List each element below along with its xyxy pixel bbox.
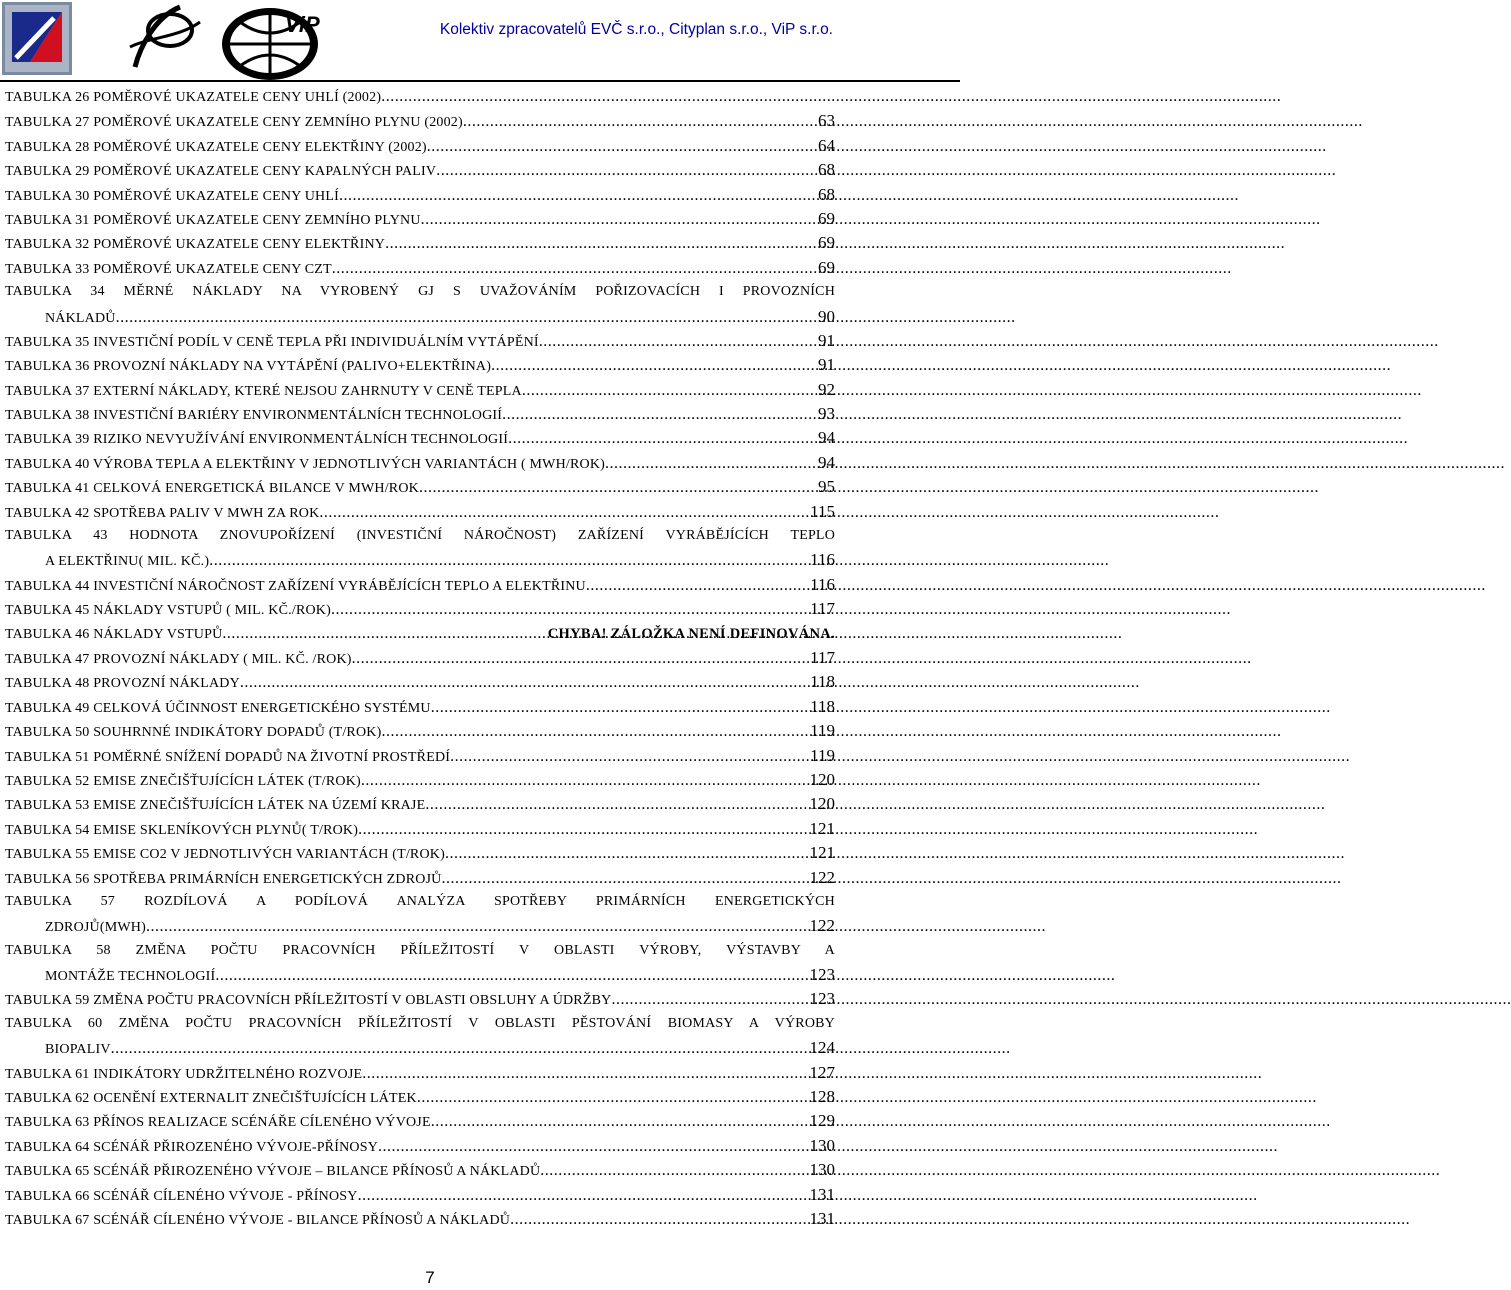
toc-entry[interactable] — [5, 719, 835, 743]
dot-leader — [427, 135, 817, 159]
toc-entry-page: 117 — [810, 647, 835, 667]
dot-leader — [358, 1184, 809, 1208]
evc-logo-icon — [2, 2, 72, 75]
toc-entry-label-continued: BIOPALIV — [45, 1042, 111, 1058]
toc-entry-page: 91 — [818, 330, 835, 350]
dot-leader — [385, 232, 817, 256]
toc-entry-page: 121 — [809, 818, 835, 838]
toc-entry-label: TABULKA 38 INVESTIČNÍ BARIÉRY ENVIRONMENTÁLNÍCH TECHNOLOGIÍ — [5, 408, 503, 424]
toc-entry-page: 91 — [818, 355, 835, 375]
dot-leader — [240, 671, 809, 695]
toc-entry-page: 116 — [810, 550, 835, 570]
toc-entry-label: TABULKA 41 CELKOVÁ ENERGETICKÁ BILANCE V MWH/ROK — [5, 481, 419, 497]
toc-entry[interactable] — [5, 744, 835, 768]
toc-entry[interactable] — [5, 451, 835, 475]
toc-entry-page: 90 — [818, 306, 835, 326]
toc-entry-page: 119 — [810, 745, 835, 765]
toc-entry-page: 115 — [810, 501, 835, 521]
dot-leader — [361, 769, 809, 793]
toc-entry-label: TABULKA 64 SCÉNÁŘ PŘIROZENÉHO VÝVOJE-PŘÍNOSY — [5, 1139, 378, 1155]
toc-entry-label: TABULKA 46 NÁKLADY VSTUPŮ — [5, 626, 223, 642]
toc-entry[interactable] — [5, 890, 835, 914]
toc-entry-label: TABULKA 30 POMĚROVÉ UKAZATELE CENY UHLÍ — [5, 188, 339, 204]
toc-entry-page: 68 — [818, 160, 835, 180]
toc-entry-page: 130 — [809, 1160, 835, 1180]
toc-entry[interactable] — [5, 402, 835, 426]
dot-leader — [362, 1062, 808, 1086]
toc-entry[interactable] — [5, 158, 835, 182]
toc-entry[interactable] — [5, 329, 835, 353]
dot-leader — [502, 403, 817, 427]
dot-leader — [445, 842, 809, 866]
toc-entry-continuation[interactable] — [5, 548, 835, 572]
toc-entry[interactable] — [5, 1183, 835, 1207]
toc-entry[interactable] — [5, 280, 835, 304]
toc-entry-page: 117 — [810, 599, 835, 619]
dot-leader — [381, 85, 834, 109]
toc-entry-page: 129 — [809, 1111, 835, 1131]
dot-leader — [522, 379, 817, 403]
toc-entry-label: TABULKA 52 EMISE ZNEČIŠŤUJÍCÍCH LÁTEK (T/ROK) — [5, 773, 361, 789]
toc-entry-continuation[interactable] — [5, 914, 835, 938]
toc-entry-label: TABULKA 27 POMĚROVÉ UKAZATELE CENY ZEMNÍHO PLYNU (2002) — [5, 115, 463, 131]
toc-entry-page: 119 — [810, 721, 835, 741]
toc-entry[interactable] — [5, 1134, 835, 1158]
dot-leader — [339, 184, 817, 208]
toc-entry[interactable] — [5, 1207, 835, 1231]
toc-entry[interactable] — [5, 768, 835, 792]
toc-entry-label: TABULKA 28 POMĚROVÉ UKAZATELE CENY ELEKTŘINY (2002) — [5, 139, 427, 155]
toc-entry-label: TABULKA 63 PŘÍNOS REALIZACE SCÉNÁŘE CÍLENÉHO VÝVOJE — [5, 1115, 431, 1131]
header-rule — [0, 80, 960, 82]
toc-entry[interactable] — [5, 1158, 835, 1182]
dot-leader — [417, 1086, 809, 1110]
toc-entry-page: 131 — [809, 1184, 835, 1204]
toc-entry-page: 95 — [818, 477, 835, 497]
toc-entry-label: TABULKA 65 SCÉNÁŘ PŘIROZENÉHO VÝVOJE – BILANCE PŘÍNOSŮ A NÁKLADŮ — [5, 1164, 541, 1180]
toc-entry-page: 123 — [809, 965, 835, 985]
toc-entry-page: 124 — [809, 1038, 835, 1058]
toc-entry-label: TABULKA 48 PROVOZNÍ NÁKLADY — [5, 676, 240, 692]
toc-entry-label-continued: A ELEKTŘINU( MIL. KČ.) — [45, 554, 210, 570]
dot-leader — [540, 1159, 808, 1183]
toc-entry-page: 121 — [809, 843, 835, 863]
dot-leader — [116, 306, 817, 330]
dot-leader — [381, 720, 809, 744]
toc-entry-page: 130 — [809, 1135, 835, 1155]
toc-entry[interactable] — [5, 987, 835, 1011]
toc-entry-continuation[interactable] — [5, 963, 835, 987]
toc-entry-page: 68 — [818, 184, 835, 204]
dot-leader — [222, 622, 545, 646]
toc-entry[interactable] — [5, 622, 835, 646]
toc-entry[interactable] — [5, 646, 835, 670]
dot-leader — [431, 696, 809, 720]
dot-leader — [539, 330, 817, 354]
toc-entry-label: TABULKA 67 SCÉNÁŘ CÍLENÉHO VÝVOJE - BILANCE PŘÍNOSŮ A NÁKLADŮ — [5, 1212, 511, 1228]
dot-leader — [510, 1208, 808, 1232]
toc-entry-label: TABULKA 44 INVESTIČNÍ NÁROČNOST ZAŘÍZENÍ VYRÁBĚJÍCÍCH TEPLO A ELEKTŘINU — [5, 578, 586, 594]
toc-entry-page: 118 — [810, 696, 835, 716]
toc-entry[interactable] — [5, 1085, 835, 1109]
toc-entry-label: TABULKA 61 INDIKÁTORY UDRŽITELNÉHO ROZVOJE — [5, 1066, 363, 1082]
dot-leader — [431, 1110, 809, 1134]
toc-entry-page: 69 — [818, 233, 835, 253]
toc-entry[interactable] — [5, 939, 835, 963]
toc-entry[interactable] — [5, 524, 835, 548]
toc-entry-label: TABULKA 34 MĚRNÉ NÁKLADY NA VYROBENÝ GJ S UVAŽOVÁNÍM POŘIZOVACÍCH I PROVOZNÍCH — [5, 284, 835, 300]
dot-leader — [378, 1135, 809, 1159]
dot-leader — [463, 110, 817, 134]
toc-entry[interactable] — [5, 841, 835, 865]
toc-entry[interactable] — [5, 817, 835, 841]
toc-entry[interactable] — [5, 475, 835, 499]
toc-entry-page: 118 — [810, 672, 835, 692]
svg-text:ViP: ViP — [285, 12, 320, 37]
cityplan-logo-icon — [110, 2, 205, 72]
dot-leader — [508, 427, 817, 451]
toc-entry-label: TABULKA 31 POMĚROVÉ UKAZATELE CENY ZEMNÍHO PLYNU — [5, 212, 421, 228]
toc-entry-page: 69 — [818, 208, 835, 228]
toc-entry-label: TABULKA 26 POMĚROVÉ UKAZATELE CENY UHLÍ (2002) — [5, 90, 382, 105]
dot-leader — [319, 501, 809, 525]
toc-entry[interactable] — [5, 573, 835, 597]
toc-entry-label: TABULKA 55 EMISE CO2 V JEDNOTLIVÝCH VARIANTÁCH (T/ROK) — [5, 847, 445, 863]
toc-entry-label: TABULKA 51 POMĚRNÉ SNÍŽENÍ DOPADŮ NA ŽIVOTNÍ PROSTŘEDÍ — [5, 749, 451, 765]
toc-entry[interactable] — [5, 256, 835, 280]
toc-entry[interactable] — [5, 695, 835, 719]
table-of-tables — [5, 85, 835, 1231]
toc-entry-label: TABULKA 33 POMĚROVÉ UKAZATELE CENY CZT — [5, 261, 332, 277]
toc-entry-label: TABULKA 57 ROZDÍLOVÁ A PODÍLOVÁ ANALÝZA SPOTŘEBY PRIMÁRNÍCH ENERGETICKÝCH — [5, 893, 835, 909]
toc-entry[interactable] — [5, 85, 835, 109]
toc-entry-page: 123 — [809, 989, 835, 1009]
toc-entry-label: TABULKA 60 ZMĚNA POČTU PRACOVNÍCH PŘÍLEŽITOSTÍ V OBLASTI PĚSTOVÁNÍ BIOMASY A VÝROBY — [5, 1015, 835, 1031]
dot-leader — [450, 745, 809, 769]
toc-entry[interactable] — [5, 1109, 835, 1133]
toc-entry[interactable] — [5, 500, 835, 524]
toc-entry[interactable] — [5, 866, 835, 890]
dot-leader — [146, 915, 809, 939]
dot-leader — [352, 647, 809, 671]
header-text: Kolektiv zpracovatelů EVČ s.r.o., Cityplan s.r.o., ViP s.r.o. — [439, 21, 833, 38]
dot-leader — [332, 257, 817, 281]
toc-entry-label: TABULKA 47 PROVOZNÍ NÁKLADY ( MIL. KČ. /ROK) — [5, 651, 352, 667]
dot-leader — [419, 476, 817, 500]
toc-entry[interactable] — [5, 109, 835, 133]
toc-entry[interactable] — [5, 1012, 835, 1036]
dot-leader — [611, 988, 808, 1012]
dot-leader — [442, 867, 809, 891]
page-number: 7 — [425, 1268, 435, 1287]
toc-entry-page: 69 — [818, 257, 835, 277]
toc-entry-label: TABULKA 45 NÁKLADY VSTUPŮ ( MIL. KČ./ROK) — [5, 603, 331, 619]
vip-logo-icon — [215, 2, 355, 82]
toc-entry-page: 63 — [818, 111, 835, 131]
dot-leader — [209, 549, 809, 573]
toc-entry-label: TABULKA 59 ZMĚNA POČTU PRACOVNÍCH PŘÍLEŽITOSTÍ V OBLASTI OBSLUHY A ÚDRŽBY — [5, 993, 612, 1009]
toc-entry-label: TABULKA 62 OCENĚNÍ EXTERNALIT ZNEČIŠŤUJÍCÍCH LÁTEK — [5, 1091, 417, 1107]
toc-entry[interactable] — [5, 378, 835, 402]
toc-entry-label: TABULKA 42 SPOTŘEBA PALIV V MWH ZA ROK — [5, 505, 320, 521]
dot-leader — [425, 793, 808, 817]
toc-entry[interactable] — [5, 792, 835, 816]
dot-leader — [436, 159, 817, 183]
toc-entry-label: TABULKA 53 EMISE ZNEČIŠŤUJÍCÍCH LÁTEK NA ÚZEMÍ KRAJE — [5, 798, 426, 814]
toc-entry-page: 128 — [809, 1087, 835, 1107]
toc-entry-page: 122 — [809, 916, 835, 936]
toc-entry-page: 116 — [810, 574, 835, 594]
toc-entry-label: TABULKA 66 SCÉNÁŘ CÍLENÉHO VÝVOJE - PŘÍNOSY — [5, 1188, 358, 1204]
dot-leader — [215, 964, 808, 988]
toc-entry-continuation[interactable] — [5, 305, 835, 329]
toc-entry-page: 93 — [818, 404, 835, 424]
toc-entry-label: TABULKA 50 SOUHRNNÉ INDIKÁTORY DOPADŮ (T/ROK) — [5, 725, 382, 741]
toc-entry-label: TABULKA 29 POMĚROVÉ UKAZATELE CENY KAPALNÝCH PALIV — [5, 164, 437, 180]
toc-entry[interactable] — [5, 426, 835, 450]
toc-entry-label: TABULKA 35 INVESTIČNÍ PODÍL V CENĚ TEPLA PŘI INDIVIDUÁLNÍM VYTÁPĚNÍ — [5, 334, 539, 350]
toc-entry-label: TABULKA 54 EMISE SKLENÍKOVÝCH PLYNŮ( T/ROK) — [5, 822, 359, 838]
toc-entry-page: 94 — [818, 452, 835, 472]
dot-leader — [331, 598, 809, 622]
toc-entry[interactable] — [5, 183, 835, 207]
toc-entry-page: 127 — [809, 1062, 835, 1082]
toc-entry[interactable] — [5, 597, 835, 621]
dot-leader — [421, 208, 817, 232]
toc-entry-label: TABULKA 37 EXTERNÍ NÁKLADY, KTERÉ NEJSOU ZAHRNUTY V CENĚ TEPLA — [5, 383, 522, 399]
toc-entry-label-continued: NÁKLADŮ — [45, 310, 116, 326]
dot-leader — [605, 452, 817, 476]
toc-entry-label: TABULKA 39 RIZIKO NEVYUŽÍVÁNÍ ENVIRONMENTÁLNÍCH TECHNOLOGIÍ — [5, 432, 509, 448]
toc-entry[interactable] — [5, 134, 835, 158]
toc-entry-label: TABULKA 49 CELKOVÁ ÚČINNOST ENERGETICKÉHO SYSTÉMU — [5, 700, 431, 716]
page-header — [0, 0, 960, 80]
toc-entry-page: 64 — [818, 135, 835, 155]
toc-entry-label: TABULKA 43 HODNOTA ZNOVUPOŘÍZENÍ (INVESTIČNÍ NÁROČNOST) ZAŘÍZENÍ VYRÁBĚJÍCÍCH TEPLO — [5, 528, 835, 544]
toc-entry-page: 92 — [818, 379, 835, 399]
toc-entry-continuation[interactable] — [5, 1036, 835, 1060]
toc-entry-label: TABULKA 36 PROVOZNÍ NÁKLADY NA VYTÁPĚNÍ (PALIVO+ELEKTŘINA) — [5, 359, 492, 375]
toc-entry-page: 131 — [809, 1208, 835, 1228]
dot-leader — [111, 1037, 809, 1061]
dot-leader — [491, 354, 817, 378]
toc-entry[interactable] — [5, 207, 835, 231]
toc-entry-page: 94 — [818, 428, 835, 448]
dot-leader — [358, 818, 808, 842]
dot-leader — [586, 574, 809, 598]
toc-entry-error: CHYBA! ZÁLOŽKA NENÍ DEFINOVÁNA. — [547, 625, 835, 642]
toc-entry[interactable] — [5, 1061, 835, 1085]
toc-entry-label-continued: MONTÁŽE TECHNOLOGIÍ — [45, 969, 216, 985]
toc-entry-label: TABULKA 56 SPOTŘEBA PRIMÁRNÍCH ENERGETICKÝCH ZDROJŮ — [5, 871, 442, 887]
toc-entry-page: 122 — [809, 867, 835, 887]
toc-entry-page: 120 — [809, 769, 835, 789]
toc-entry[interactable] — [5, 670, 835, 694]
toc-entry-label: TABULKA 32 POMĚROVÉ UKAZATELE CENY ELEKTŘINY — [5, 237, 386, 253]
toc-entry-label-continued: ZDROJŮ(MWH) — [45, 920, 146, 936]
toc-entry-label: TABULKA 40 VÝROBA TEPLA A ELEKTŘINY V JEDNOTLIVÝCH VARIANTÁCH ( MWH/ROK) — [5, 456, 606, 472]
toc-entry[interactable] — [5, 353, 835, 377]
toc-entry[interactable] — [5, 231, 835, 255]
toc-entry-page: 120 — [809, 794, 835, 814]
toc-entry-label: TABULKA 58 ZMĚNA POČTU PRACOVNÍCH PŘÍLEŽITOSTÍ V OBLASTI VÝROBY, VÝSTAVBY A — [5, 942, 835, 958]
